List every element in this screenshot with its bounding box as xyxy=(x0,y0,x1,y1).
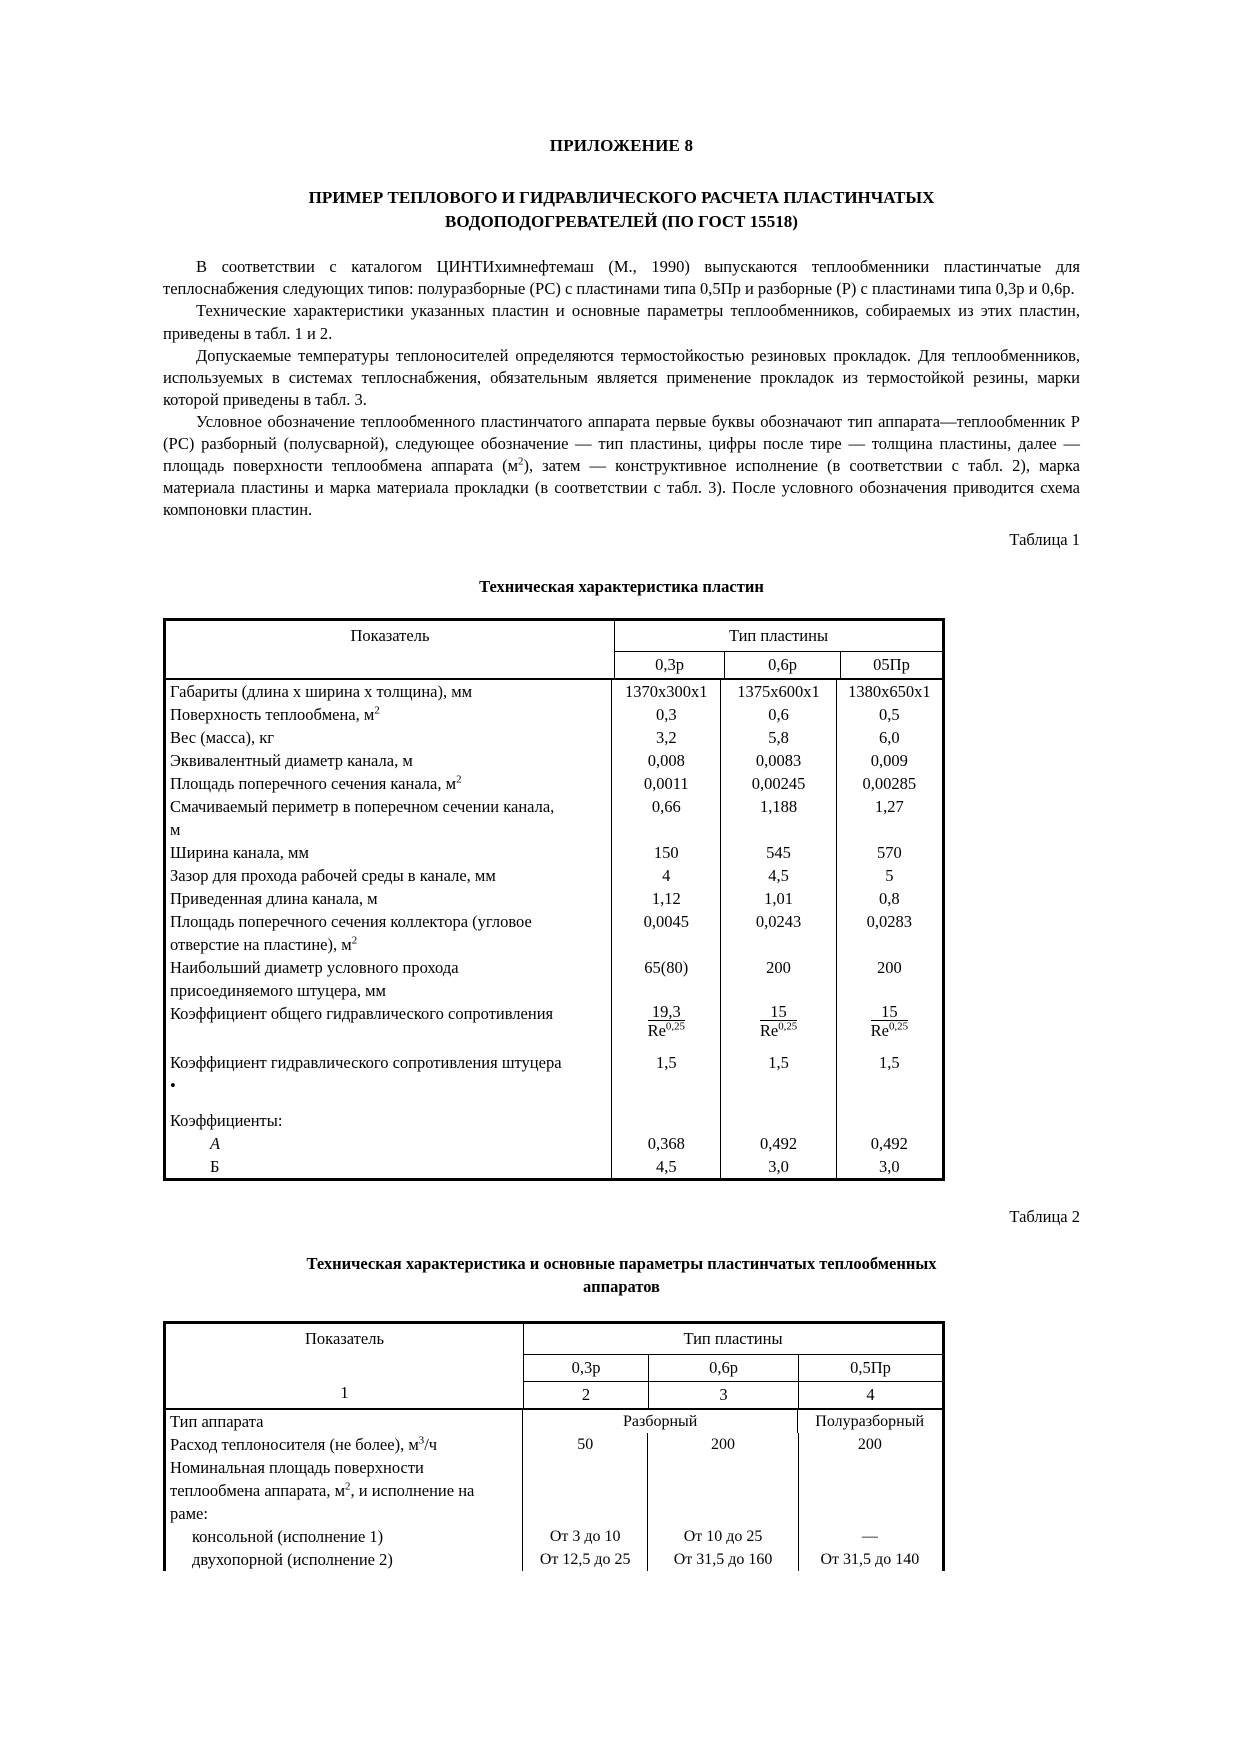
cell-fraction xyxy=(721,1002,835,1051)
cell: От 10 до 25 xyxy=(683,1527,763,1545)
table2-header-number-1: 1 xyxy=(340,1382,349,1402)
cell: — xyxy=(861,1527,878,1545)
row-label: теплообмена аппарата, $м^2$, и исполнение на xyxy=(170,1480,475,1500)
table1-header-type-1: 0,3р xyxy=(615,652,725,678)
row-label-coefficient-a: А xyxy=(210,1134,221,1154)
cell: 5 xyxy=(885,866,894,886)
cell: 200 xyxy=(857,1435,882,1453)
cell: 1,01 xyxy=(764,889,793,909)
table1-header-type-3: 05Пр xyxy=(873,655,910,675)
table-row xyxy=(166,680,942,1178)
row-label: Приведенная длина канала, м xyxy=(170,889,378,909)
row-label: Эквивалентный диаметр канала, м xyxy=(170,751,413,771)
row-label: Ширина канала, мм xyxy=(170,843,309,863)
cell: 0,3 xyxy=(655,705,677,725)
table2-header-type-3: 0,5Пр xyxy=(850,1357,891,1377)
cell: 3,2 xyxy=(655,728,677,748)
cell: 1,5 xyxy=(879,1053,900,1073)
row-label: Наибольший диаметр условного прохода xyxy=(170,958,459,978)
table-row xyxy=(166,1410,942,1571)
table2-caption-line-2: аппаратов xyxy=(583,1277,660,1297)
table1-label: Таблица 1 xyxy=(1009,529,1080,549)
cell: 0,00285 xyxy=(862,774,917,794)
row-label: Вес (масса), кг xyxy=(170,728,275,748)
cell: 570 xyxy=(876,843,902,863)
cell: 0,6 xyxy=(768,705,789,725)
cell: 545 xyxy=(766,843,791,863)
cell: 0,368 xyxy=(647,1134,685,1154)
paragraph-3: Допускаемые температуры теплоносителей определяются термостойкостью резиновых прокладок. Для теплообменников, используемых в системах теплоснабжения, обязательным является применение прокладок из термостойкой резины, марки которой приведены в табл. 3. xyxy=(163,345,1080,409)
table1 xyxy=(163,618,945,1181)
row-label: Габариты (длина х ширина х толщина), мм xyxy=(170,682,473,702)
paragraph-4 xyxy=(163,411,1080,522)
cell: 1,12 xyxy=(651,889,681,909)
row-label: Поверхность теплообмена, $м^2$ xyxy=(170,704,380,725)
paragraph-4-part-a: Условное обозначение теплообменного пластинчатого аппарата первые буквы обозначают тип аппарата—теплообменник Р (РС) разборный (полусварной), следующее обозначение — тип пластины, цифры после тире — толщина пластины, далее — площадь поверхности теплообмена аппарата (м xyxy=(163,412,1080,476)
table1-header-group xyxy=(615,621,942,678)
table2-header-type-1: 0,3р xyxy=(524,1355,649,1381)
cell: 1,188 xyxy=(759,797,798,817)
row-label-bullet: • xyxy=(170,1076,176,1096)
table2-body xyxy=(166,1410,942,1571)
table1-label-column xyxy=(166,680,612,1178)
table1-caption: Техническая характеристика пластин xyxy=(479,576,764,596)
row-label-cont: присоединяемого штуцера, мм xyxy=(170,981,386,1001)
table1-body xyxy=(166,680,942,1178)
row-label-cont: отверстие на пластине), $м^2$ xyxy=(170,934,358,955)
row-label: Зазор для прохода рабочей среды в канале, мм xyxy=(170,866,496,886)
cell: 0,5 xyxy=(879,705,900,725)
cell: 0,0243 xyxy=(755,912,802,932)
body-text xyxy=(163,256,1080,521)
table2-header-indicator-label: Показатель xyxy=(305,1328,384,1348)
table2-header-group-label: Тип пластины xyxy=(524,1324,942,1355)
table1-value-column-3 xyxy=(837,680,942,1178)
cell: 0,492 xyxy=(870,1134,908,1154)
cell: 0,8 xyxy=(879,889,900,909)
cell: 0,66 xyxy=(651,797,681,817)
cell: 0,009 xyxy=(870,751,908,771)
document-subtitle xyxy=(163,186,1080,234)
fraction-numerator: 15 xyxy=(871,1003,908,1021)
row-label: Тип аппарата xyxy=(170,1411,264,1431)
cell: 4 xyxy=(662,866,671,886)
cell: 0,00245 xyxy=(751,774,806,794)
cell: От 12,5 до 25 xyxy=(539,1550,631,1568)
cell: 1,5 xyxy=(768,1053,789,1073)
cell: От 31,5 до 160 xyxy=(673,1550,773,1568)
table2-header-number-2: 2 xyxy=(524,1382,649,1408)
cell: 1375x600x1 xyxy=(737,682,820,702)
row-label: Коэффициент общего гидравлического сопротивления xyxy=(170,1004,554,1024)
cell: 3,0 xyxy=(879,1157,900,1177)
row-label-cont: м xyxy=(170,820,181,840)
table1-header xyxy=(166,621,942,680)
fraction-numerator: 15 xyxy=(760,1003,797,1021)
cell: 0,0283 xyxy=(866,912,913,932)
appendix-title: ПРИЛОЖЕНИЕ 8 xyxy=(549,136,694,155)
table1-header-indicator-label: Показатель xyxy=(350,626,430,646)
table2-header-number-3: 3 xyxy=(649,1382,799,1408)
row-label: Коэффициенты: xyxy=(170,1111,283,1131)
cell: 0,008 xyxy=(647,751,685,771)
table1-header-type-2: 0,6р xyxy=(725,652,841,678)
table2-col-2 xyxy=(648,1433,798,1571)
cell: 3,0 xyxy=(768,1157,789,1177)
row-label: раме: xyxy=(170,1503,208,1523)
table2-label-column xyxy=(166,1410,523,1571)
row-label: Площадь поперечного сечения канала, $м^2$ xyxy=(170,773,462,794)
row-label: Смачиваемый периметр в поперечном сечении канала, xyxy=(170,797,555,817)
cell: 4,5 xyxy=(768,866,789,886)
subtitle-line-1: ПРИМЕР ТЕПЛОВОГО И ГИДРАВЛИЧЕСКОГО РАСЧЕТА ПЛАСТИНЧАТЫХ xyxy=(308,188,935,207)
subtitle-line-2: ВОДОПОДОГРЕВАТЕЛЕЙ (ПО ГОСТ 15518) xyxy=(445,212,798,232)
table2-header-type-2: 0,6р xyxy=(649,1355,799,1381)
cell: 0,0083 xyxy=(755,751,802,771)
row-label-coefficient-b: Б xyxy=(210,1157,220,1177)
row-label: консольной (исполнение 1) xyxy=(192,1526,384,1546)
fraction-denominator: Re$^{0,25}$ xyxy=(870,1020,909,1041)
cell: 4,5 xyxy=(655,1157,677,1177)
paragraph-2: Технические характеристики указанных пластин и основные параметры теплообменников, собираемых из этих пластин, приведены в табл. 1 и 2. xyxy=(163,301,1080,343)
table1-value-column-2 xyxy=(721,680,836,1178)
cell: 1370x300x1 xyxy=(625,682,708,702)
cell: 1,27 xyxy=(874,797,904,817)
cell: Полуразборный xyxy=(815,1412,925,1430)
table2-caption-line-1: Техническая характеристика и основные параметры пластинчатых теплообменных xyxy=(306,1254,937,1274)
cell: 5,8 xyxy=(768,728,789,748)
table2 xyxy=(163,1321,945,1571)
cell: От 31,5 до 140 xyxy=(820,1550,920,1568)
fraction-denominator: Re$^{0,25}$ xyxy=(647,1020,685,1041)
cell: 200 xyxy=(876,958,902,978)
paragraph-4-superscript: 2 xyxy=(518,455,524,468)
table2-col-1 xyxy=(523,1433,648,1571)
row-label: Расход теплоносителя (не более), $м^3/ч$ xyxy=(170,1434,438,1454)
cell: 65(80) xyxy=(644,958,689,978)
table2-col-3 xyxy=(799,1433,941,1571)
cell: 1,5 xyxy=(655,1053,677,1073)
table2-caption xyxy=(163,1253,1080,1299)
paragraph-1: В соответствии с каталогом ЦИНТИхимнефтемаш (М., 1990) выпускаются теплообменники пластинчатые для теплоснабжения следующих типов: полуразборные (РС) с пластинами типа 0,5Пр и разборные (Р) с пластинами типа 0,3р и 0,6р. xyxy=(163,257,1080,299)
row-label: Номинальная площадь поверхности xyxy=(170,1457,424,1477)
table1-value-column-1 xyxy=(612,680,721,1178)
cell: 0,0011 xyxy=(643,774,689,794)
cell-merged: Разборный xyxy=(523,1410,798,1433)
cell: 6,0 xyxy=(879,728,900,748)
cell: 50 xyxy=(577,1435,594,1453)
cell: 0,492 xyxy=(759,1134,798,1154)
table2-values xyxy=(523,1410,941,1571)
table2-header xyxy=(166,1324,942,1410)
table1-header-indicator xyxy=(166,621,615,678)
cell-fraction xyxy=(612,1002,720,1051)
cell: 1380x650x1 xyxy=(848,682,931,702)
table2-header-number-4: 4 xyxy=(866,1384,875,1404)
cell-fraction xyxy=(837,1002,942,1051)
cell: От 3 до 10 xyxy=(549,1527,621,1545)
cell: 200 xyxy=(711,1435,736,1453)
fraction-numerator: 19,3 xyxy=(648,1003,685,1021)
row-label: Коэффициент гидравлического сопротивления штуцера xyxy=(170,1053,562,1073)
table2-label: Таблица 2 xyxy=(1009,1207,1080,1227)
row-label: Площадь поперечного сечения коллектора (угловое xyxy=(170,912,532,932)
cell: 150 xyxy=(653,843,679,863)
table2-header-group xyxy=(524,1324,942,1408)
cell: 200 xyxy=(766,958,791,978)
row-label: двухопорной (исполнение 2) xyxy=(192,1549,393,1569)
paragraph-4-part-b: ), затем — конструктивное исполнение (в соответствии с табл. 2), марка материала пластины и марка материала прокладки (в соответствии с табл. 3). После условного обозначения приводится схема компоновки пластин. xyxy=(163,456,1080,520)
table1-header-group-label: Тип пластины xyxy=(615,621,942,652)
cell: 0,0045 xyxy=(643,912,689,932)
fraction-denominator: Re$^{0,25}$ xyxy=(759,1020,798,1041)
table2-header-indicator xyxy=(166,1324,524,1408)
